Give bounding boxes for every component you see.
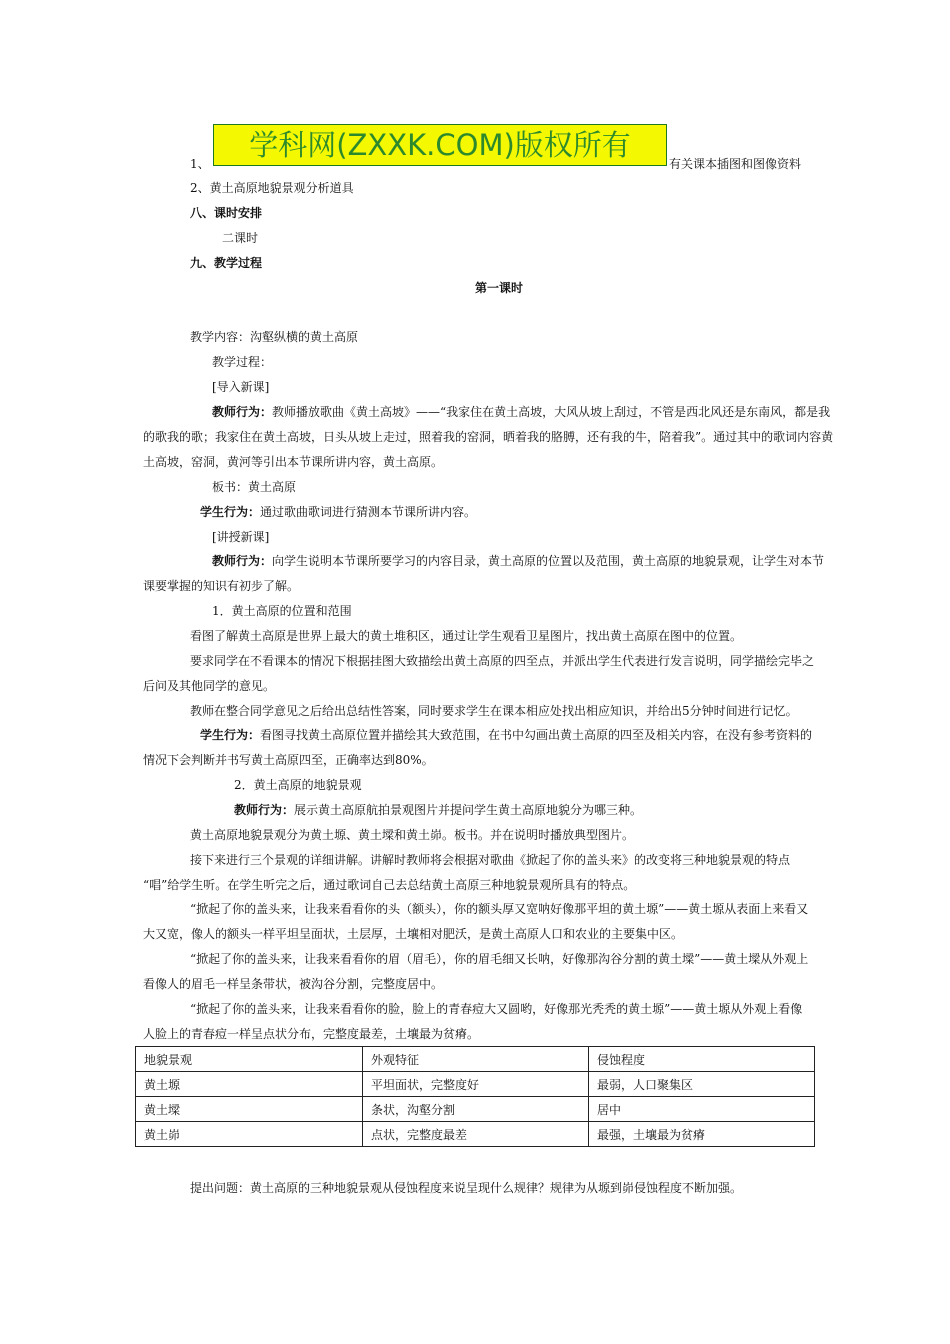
table-cell: 黄土塬 [136, 1072, 363, 1097]
lyric-2-line-2: 看像人的眉毛一样呈条带状，被沟谷分割，完整度居中。 [143, 977, 444, 991]
student-behavior-2-line-1 [200, 727, 812, 743]
paragraph-1: 看图了解黄土高原是世界上最大的黄土堆积区，通过让学生观看卫星图片，找出黄土高原在图中的位置。 [190, 629, 743, 643]
teacher-behavior-text: 向学生说明本节课所要学习的内容目录，黄土高原的位置以及范围，黄土高原的地貌景观，让学生对本节 [272, 554, 825, 568]
teaching-content: 教学内容：沟壑纵横的黄土高原 [190, 330, 359, 344]
teach-new-label: [讲授新课] [212, 530, 270, 544]
table-cell: 居中 [589, 1097, 815, 1122]
closing-question: 提出问题：黄土高原的三种地貌景观从侵蚀程度来说呈现什么规律？规律为从塬到峁侵蚀程度不断加强。 [190, 1181, 743, 1195]
table-header-cell: 侵蚀程度 [589, 1047, 815, 1072]
teacher-behavior-1-line-1 [212, 404, 830, 420]
student-behavior-2-line-2: 情况下会判断并书写黄土高原四至，正确率达到80%。 [143, 753, 434, 767]
table-row [136, 1122, 815, 1147]
table-cell: 点状，完整度最差 [363, 1122, 589, 1147]
board-writing: 板书：黄土高原 [212, 480, 297, 494]
table-cell: 黄土峁 [136, 1122, 363, 1147]
prep-item-1-text: 有关课本插图和图像资料 [669, 157, 802, 171]
teacher-behavior-label: 教师行为： [212, 554, 273, 568]
table-cell: 最强，土壤最为贫瘠 [589, 1122, 815, 1147]
lyric-3-line-2: 人脸上的青春痘一样呈点状分布，完整度最差，土壤最为贫瘠。 [143, 1027, 480, 1041]
teacher-behavior-2-line-2: 课要掌握的知识有初步了解。 [143, 579, 300, 593]
student-behavior-1 [200, 504, 476, 520]
table-row [136, 1097, 815, 1122]
watermark-banner: 学科网(ZXXK.COM)版权所有 [213, 124, 667, 166]
lyric-1-line-2: 大又宽，像人的额头一样平坦呈面状，土层厚，土壤相对肥沃，是黄土高原人口和农业的主要集中区。 [143, 927, 684, 941]
lyric-1-line-1: “掀起了你的盖头来，让我来看看你的头（额头），你的额头厚又宽呐好像那平坦的黄土塬”——黄土塬从表面上来看又 [190, 902, 809, 916]
prep-item-2: 2、黄土高原地貌景观分析道具 [190, 181, 354, 195]
topic-1-heading: 1．黄土高原的位置和范围 [212, 604, 352, 618]
section-9-heading: 九、教学过程 [190, 256, 263, 270]
student-behavior-text: 通过歌曲歌词进行猜测本节课所讲内容。 [260, 505, 477, 519]
teacher-behavior-3 [234, 802, 642, 818]
student-behavior-label: 学生行为： [200, 728, 261, 742]
table-cell: 平坦面状，完整度好 [363, 1072, 589, 1097]
process-label: 教学过程： [212, 355, 273, 369]
paragraph-4: 黄土高原地貌景观分为黄土塬、黄土墚和黄土峁。板书。并在说明时播放典型图片。 [190, 828, 635, 842]
lesson-title: 第一课时 [475, 281, 524, 295]
lyric-2-line-1: “掀起了你的盖头来，让我来看看你的眉（眉毛），你的眉毛细又长呐，好像那沟谷分割的黄土墚”——黄土墚从外观上 [190, 952, 809, 966]
table-cell: 黄土墚 [136, 1097, 363, 1122]
table-cell: 最弱，人口聚集区 [589, 1072, 815, 1097]
section-8-heading: 八、课时安排 [190, 206, 263, 220]
paragraph-3: 教师在整合同学意见之后给出总结性答案，同时要求学生在课本相应处找出相应知识，并给出5分钟时间进行记忆。 [190, 704, 798, 718]
teacher-behavior-text: 教师播放歌曲《黄土高坡》——“我家住在黄土高坡，大风从坡上刮过，不管是西北风还是东南风，都是我 [272, 405, 831, 419]
intro-label: [导入新课] [212, 380, 270, 394]
section-8-content: 二课时 [222, 231, 259, 245]
teacher-behavior-text: 展示黄土高原航拍景观图片并提问学生黄土高原地貌分为哪三种。 [294, 803, 643, 817]
paragraph-2-line-2: 后问及其他同学的意见。 [143, 679, 276, 693]
table-cell: 条状，沟壑分割 [363, 1097, 589, 1122]
paragraph-5-line-1: 接下来进行三个景观的详细讲解。讲解时教师将会根据对歌曲《掀起了你的盖头来》的改变将三种地貌景观的特点 [190, 853, 791, 867]
student-behavior-label: 学生行为： [200, 505, 261, 519]
prep-item-1-number: 1、 [190, 157, 210, 171]
table-header-row [136, 1047, 815, 1072]
table-header-cell: 外观特征 [363, 1047, 589, 1072]
teacher-behavior-2-line-1 [212, 553, 824, 569]
student-behavior-text: 看图寻找黄土高原位置并描绘其大致范围，在书中勾画出黄土高原的四至及相关内容，在没有参考资料的 [260, 728, 813, 742]
lyric-3-line-1: “掀起了你的盖头来，让我来看看你的脸，脸上的青春痘大又圆哟，好像那光秃秃的黄土塬”——黄土塬从外观上看像 [190, 1002, 803, 1016]
teacher-behavior-label: 教师行为： [234, 803, 295, 817]
teacher-behavior-label: 教师行为： [212, 405, 273, 419]
landform-comparison-table [135, 1046, 815, 1147]
topic-2-heading: 2．黄土高原的地貌景观 [234, 778, 362, 792]
paragraph-2-line-1: 要求同学在不看课本的情况下根据挂图大致描绘出黄土高原的四至点，并派出学生代表进行发言说明，同学描绘完毕之 [190, 654, 815, 668]
paragraph-5-line-2: “唱”给学生听。在学生听完之后，通过歌词自己去总结黄土高原三种地貌景观所具有的特点。 [143, 878, 636, 892]
teacher-behavior-1-line-3: 土高坡，窑洞，黄河等引出本节课所讲内容，黄土高原。 [143, 455, 444, 469]
table-header-cell: 地貌景观 [136, 1047, 363, 1072]
table-row [136, 1072, 815, 1097]
teacher-behavior-1-line-2: 的歌我的歌；我家住在黄土高坡，日头从坡上走过，照着我的窑洞，晒着我的胳膊，还有我的牛，陪着我”。通过其中的歌词内容黄 [143, 430, 834, 444]
